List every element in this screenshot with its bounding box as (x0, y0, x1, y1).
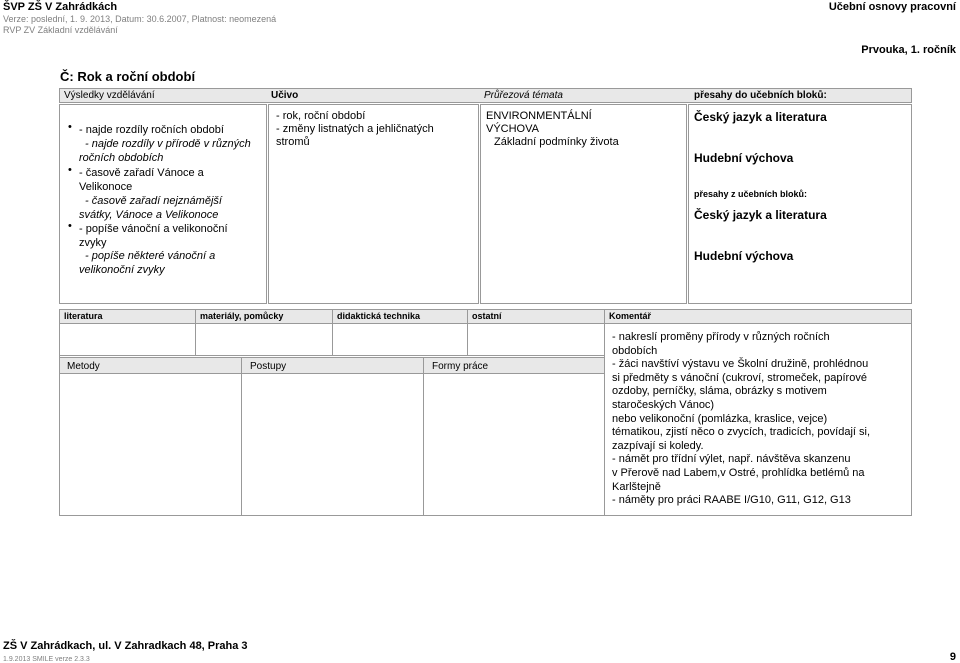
comment-line: obdobích (612, 344, 658, 357)
outcome-3: - popíše vánoční a velikonoční (79, 223, 228, 235)
divider (59, 355, 605, 356)
header-technika: didaktická technika (337, 311, 421, 321)
comment-line: - námět pro třídní výlet, např. návštěva skanzenu (612, 453, 851, 466)
header-ostatni: ostatní (472, 311, 502, 321)
footer-version: 1.9.2013 SMILE verze 2.3.3 (3, 656, 90, 663)
divider (423, 357, 424, 516)
presah-do-2: Hudební výchova (694, 151, 794, 165)
outcome-3-detail-a: - popíše některé vánoční a (85, 250, 216, 262)
ucivo-text (276, 110, 434, 149)
outcome-2-detail-b: svátky, Vánoce a Velikonoce (79, 209, 219, 221)
meta-rvp-line: RVP ZV Základní vzdělávání (3, 25, 118, 35)
bullet-icon: • (68, 121, 72, 133)
divider (241, 357, 242, 516)
comment-line: ozdoby, perníčky, sláma, obrázky s motivem (612, 385, 827, 398)
presah-z-2: Hudební výchova (694, 249, 794, 263)
comment-line: staročeských Vánoc) (612, 398, 715, 411)
comment-line: - nakreslí proměny přírody v různých ročních (612, 331, 830, 343)
column-vysledky: Výsledky vzdělávání (64, 90, 155, 101)
ucivo-line-2: - změny listnatých a jehličnatých (276, 123, 434, 135)
presah-do-1: Český jazyk a literatura (694, 110, 827, 124)
prurezova-title-1: ENVIRONMENTÁLNÍ (486, 110, 592, 122)
document-type: Učební osnovy pracovní (828, 1, 956, 13)
document-meta (3, 14, 276, 36)
ucivo-line-3: stromů (276, 136, 310, 148)
outcome-3-detail-b: velikonoční zvyky (79, 264, 165, 276)
comment-line: - žáci navštíví výstavu ve Školní družině, prohlédnou (612, 358, 869, 371)
column-prurezova: Průřezová témata (484, 90, 563, 101)
outcome-3-cont: zvyky (79, 237, 107, 249)
footer-address: ZŠ V Zahrádkach, ul. V Zahradkach 48, Praha 3 (3, 640, 248, 652)
comment-line: nebo velikonoční (pomlázka, kraslice, vejce) (612, 412, 828, 425)
outcome-1-detail-a: - najde rozdíly v přírodě v různých (85, 138, 251, 150)
presahy-z-label: přesahy z učebních bloků: (694, 189, 808, 199)
outcome-2-detail-a: - časově zařadí nejznámější (85, 195, 222, 207)
outcome-2: - časově zařadí Vánoce a (79, 167, 204, 179)
outcome-1: - najde rozdíly ročních období (79, 124, 224, 136)
prurezova-title-2: VÝCHOVA (486, 123, 539, 135)
comment-line: Karlštejně (612, 480, 661, 493)
bullet-icon: • (68, 164, 72, 176)
presah-z-1: Český jazyk a literatura (694, 208, 827, 222)
comment-line: tématikou, zjistí něco o zvycích, tradicích, povídají si, (612, 426, 870, 439)
comment-line: - náměty pro práci RAABE I/G10, G11, G12, G13 (612, 494, 851, 507)
outcomes-table-header (59, 88, 912, 103)
header-materialy: materiály, pomůcky (200, 311, 284, 321)
header-komentar: Komentář (609, 311, 652, 321)
document-title: ŠVP ZŠ V Zahrádkách (3, 1, 118, 13)
ucivo-line-1: - rok, roční období (276, 110, 366, 122)
prurezova-subtitle: Základní podmínky života (494, 136, 619, 148)
resources-header (59, 309, 912, 324)
section-title: Č: Rok a roční období (60, 69, 196, 84)
subject-year: Prvouka, 1. ročník (861, 44, 956, 56)
outcome-2-cont: Velikonoce (79, 181, 133, 193)
comment-line: v Přerově nad Labem,v Ostré, prohlídka betlémů na (612, 466, 865, 479)
prurezova-text (486, 110, 619, 149)
page-number: 9 (949, 651, 956, 663)
bullet-icon: • (68, 220, 72, 232)
comment-line: zazpívají si koledy. (612, 439, 704, 452)
comment-text (612, 331, 912, 508)
header-postupy: Postupy (250, 361, 287, 372)
header-formy: Formy práce (432, 361, 489, 372)
column-presahy: přesahy do učebních bloků: (694, 90, 827, 101)
comment-line: si předměty s vánoční (cukroví, stromeček, papírové (612, 371, 867, 384)
presahy-cell (688, 104, 912, 304)
header-literatura: literatura (64, 311, 103, 321)
column-ucivo: Učivo (271, 90, 299, 101)
methods-header (59, 357, 605, 374)
header-metody: Metody (67, 361, 100, 372)
outcome-1-detail-b: ročních obdobích (79, 152, 164, 164)
meta-version-line: Verze: poslední, 1. 9. 2013, Datum: 30.6.2007, Platnost: neomezená (3, 14, 277, 24)
